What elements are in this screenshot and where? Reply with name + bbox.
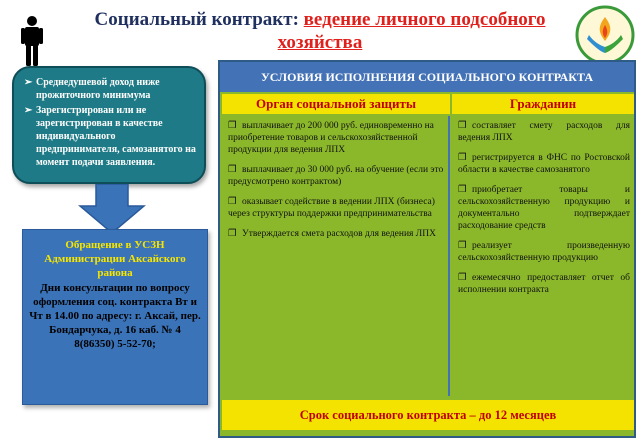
list-item <box>228 120 444 156</box>
criteria-item: ➢ Среднедушевой доход ниже прожиточного минимума <box>24 76 198 102</box>
title-main: Социальный контракт: <box>94 9 299 30</box>
eligibility-criteria <box>12 66 206 184</box>
contact-body: Дни консультации по вопросу оформления соц. контракта Вт и Чт в 14.00 по адресу: г. Аксай, пер. Бондарчука, д. 16 каб. № 4 8(86350) 5-52-70; <box>29 282 201 350</box>
checkbox-bullet-icon: ❒ <box>228 197 237 207</box>
right-item-text: приобретает товары и сельскохозяйственную продукцию и документально подтверждает расходование средств <box>458 185 630 231</box>
left-item-text: Утверждается смета расходов для ведения ЛПХ <box>242 229 436 239</box>
checkbox-bullet-icon: ❒ <box>458 121 467 131</box>
list-item <box>228 164 444 188</box>
social-protection-column <box>222 116 450 396</box>
criteria-item: ➢ Зарегистрирован или не зарегистрирован в качестве индивидуального предпринимателя, самозанятого на момент подачи заявления. <box>24 104 198 169</box>
list-item <box>458 240 630 264</box>
list-item <box>458 272 630 296</box>
checkbox-bullet-icon: ❒ <box>458 185 467 195</box>
contact-heading: Обращение в УСЗН Администрации Аксайского района <box>44 239 186 279</box>
person-icon <box>20 16 44 66</box>
list-item <box>228 228 444 240</box>
title-accent: ведение личного подсобного хозяйства <box>277 9 546 53</box>
contract-conditions-panel <box>218 60 636 438</box>
down-arrow-icon <box>78 184 146 234</box>
contract-term-banner: Срок социального контракта – до 12 месяцев <box>222 400 634 430</box>
list-item <box>458 184 630 232</box>
list-item <box>458 152 630 176</box>
checkbox-bullet-icon: ❒ <box>458 153 467 163</box>
checkbox-bullet-icon: ❒ <box>458 241 467 251</box>
right-item-text: составляет смету расходов для ведения ЛПХ <box>458 121 630 143</box>
page-title <box>60 8 580 54</box>
left-item-text: оказывает содействие в ведении ЛПХ (бизнеса) через структуры поддержки предпринимательства <box>228 197 435 219</box>
contact-info-box <box>22 229 208 405</box>
right-item-text: реализует произведенную сельскохозяйственную продукцию <box>458 241 630 263</box>
right-column-heading: Гражданин <box>452 94 634 114</box>
checkbox-bullet-icon: ❒ <box>228 165 237 175</box>
left-item-text: выплачивает до 200 000 руб. единовременно на приобретение товаров и сельскохозяйственной продукции для ведения ЛПХ <box>228 121 434 155</box>
left-column-heading: Орган социальной защиты <box>222 94 450 114</box>
checkbox-bullet-icon: ❒ <box>228 229 237 239</box>
checkbox-bullet-icon: ❒ <box>458 273 467 283</box>
list-item <box>458 120 630 144</box>
panel-header: УСЛОВИЯ ИСПОЛНЕНИЯ СОЦИАЛЬНОГО КОНТРАКТА <box>220 62 634 92</box>
list-item <box>228 196 444 220</box>
checkbox-bullet-icon: ❒ <box>228 121 237 131</box>
citizen-column <box>452 116 634 396</box>
hands-flame-logo-icon <box>575 5 635 65</box>
right-item-text: регистрируется в ФНС по Ростовской области в качестве самозанятого <box>458 153 630 175</box>
right-item-text: ежемесячно предоставляет отчет об исполнении контракта <box>458 273 630 295</box>
left-item-text: выплачивает до 30 000 руб. на обучение (если это предусмотрено контрактом) <box>228 165 444 187</box>
